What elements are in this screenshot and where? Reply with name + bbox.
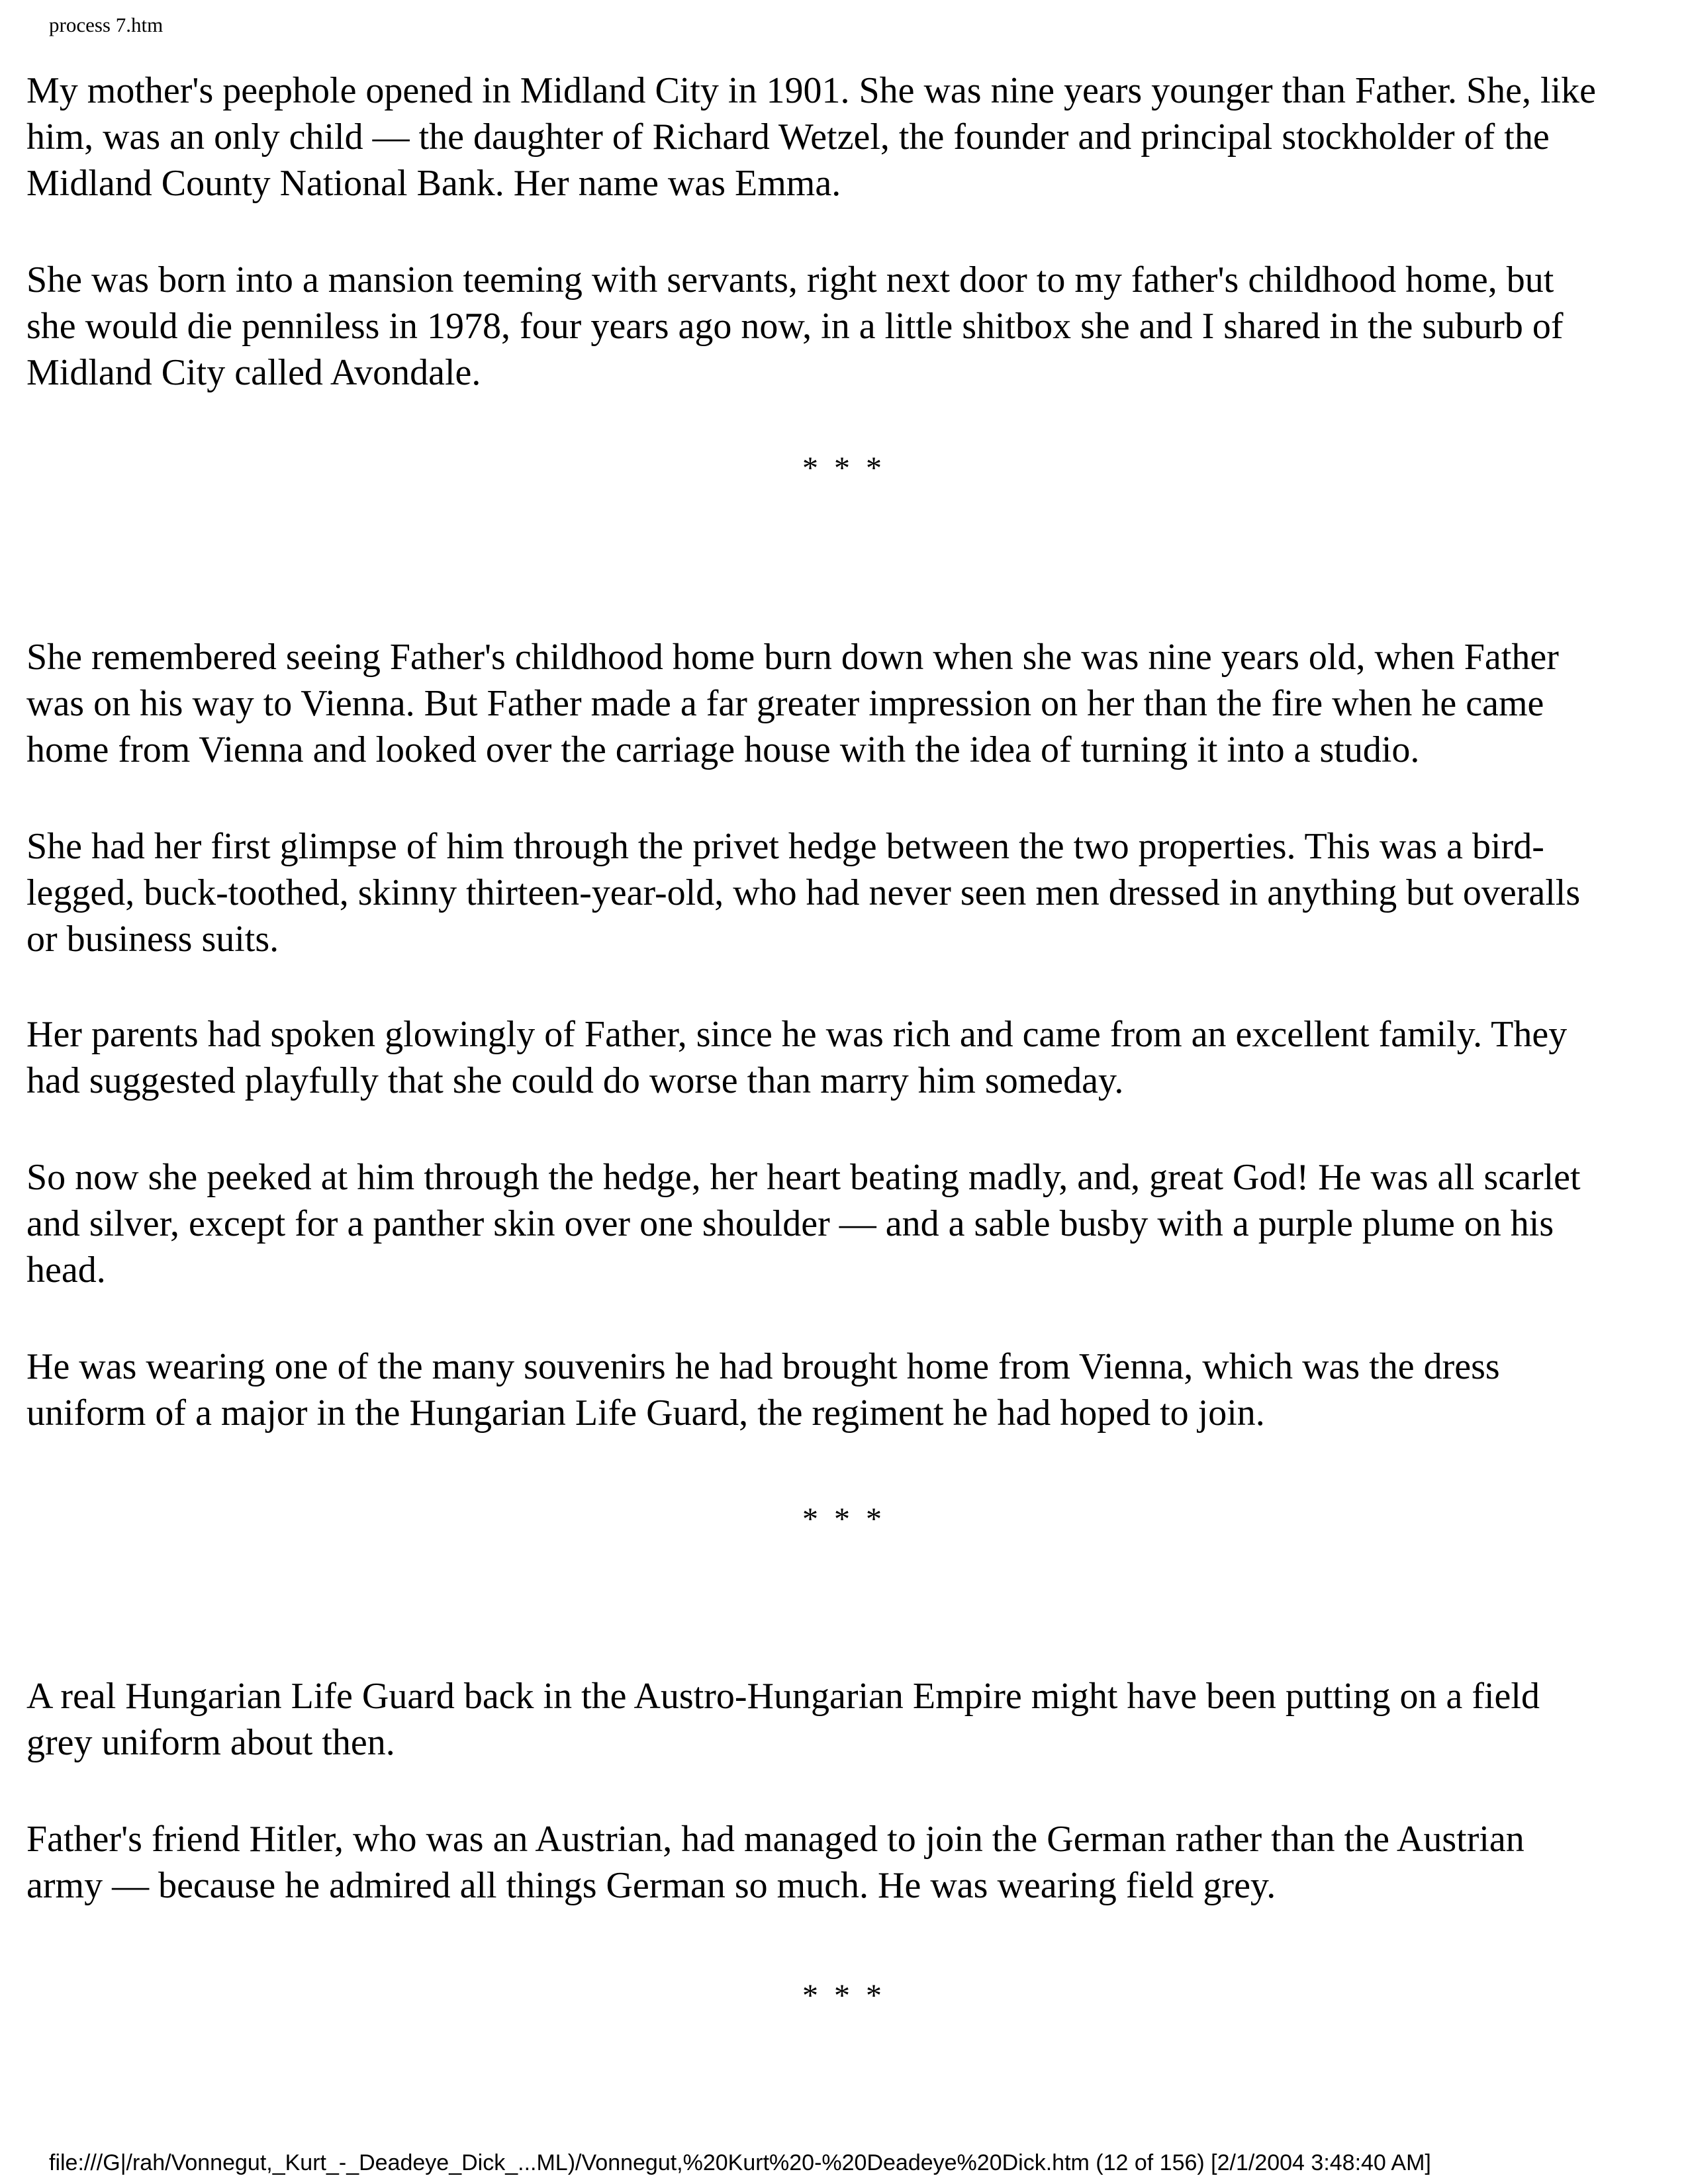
section-separator: * * *: [802, 1502, 886, 1537]
page-footer-path: file:///G|/rah/Vonnegut,_Kurt_-_Deadeye_Dick_...ML)/Vonnegut,%20Kurt%20-%20Deadeye%20Dick.htm (12 of 156) [2/1/2004 3:48:40 AM]: [49, 2150, 1431, 2175]
page-header-title: process 7.htm: [49, 13, 164, 36]
paragraph: So now she peeked at him through the hedge, her heart beating madly, and, great God! He was all scarlet and silver, except for a panther skin over one shoulder — and a sable busby with a purple plume on his head.: [26, 1157, 1581, 1291]
section-separator: * * *: [802, 1978, 886, 2013]
paragraph: She remembered seeing Father's childhood home burn down when she was nine years old, when Father was on his way to Vienna. But Father made a far greater impression on her than the fire when he came home from Vienna and looked over the carriage house with the idea of turning it into a studio.: [26, 637, 1559, 770]
paragraph: She was born into a mansion teeming with servants, right next door to my father's childhood home, but she would die penniless in 1978, four years ago now, in a little shitbox she and I shared in the suburb of Midland City called Avondale.: [26, 259, 1564, 393]
section-separator: * * *: [802, 451, 886, 486]
paragraph: Her parents had spoken glowingly of Father, since he was rich and came from an excellent family. They had suggested playfully that she could do worse than marry him someday.: [26, 1014, 1568, 1101]
paragraph: He was wearing one of the many souvenirs he had brought home from Vienna, which was the dress uniform of a major in the Hungarian Life Guard, the regiment he had hoped to join.: [26, 1346, 1500, 1433]
paragraph: My mother's peephole opened in Midland City in 1901. She was nine years younger than Father. She, like him, was an only child — the daughter of Richard Wetzel, the founder and principal stockholder of the Midland County National Bank. Her name was Emma.: [26, 70, 1597, 204]
paragraph: Father's friend Hitler, who was an Austrian, had managed to join the German rather than the Austrian army — because he admired all things German so much. He was wearing field grey.: [26, 1819, 1524, 1906]
paragraph: A real Hungarian Life Guard back in the Austro-Hungarian Empire might have been putting on a field grey uniform about then.: [26, 1676, 1540, 1763]
paragraph: She had her first glimpse of him through the privet hedge between the two properties. This was a bird- legged, buck-toothed, skinny thirteen-year-old, who had never seen men dressed in anything but overalls or business suits.: [26, 826, 1581, 960]
